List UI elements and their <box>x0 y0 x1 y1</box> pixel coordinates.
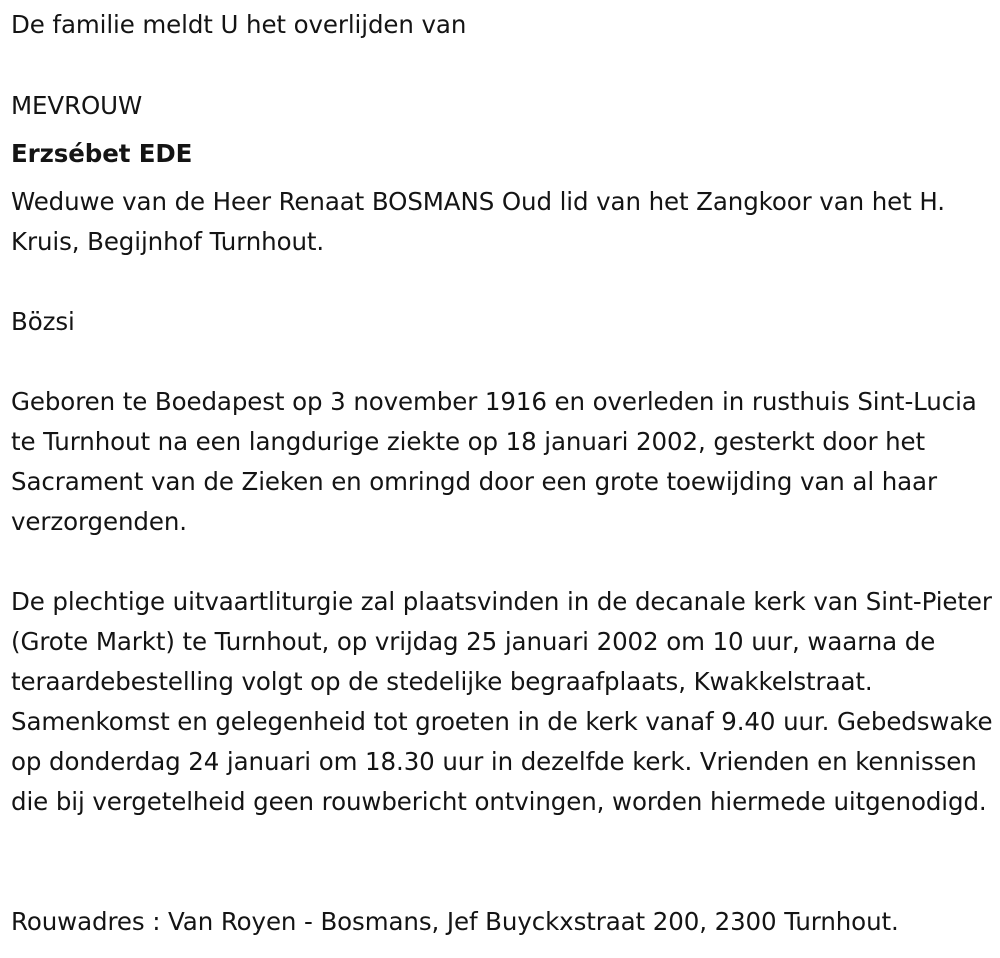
honorific-title: MEVROUW <box>11 91 143 120</box>
widow-paragraph: Weduwe van de Heer Renaat BOSMANS Oud lid van het Zangkoor van het H. Kruis, Begijnhof Turnhout. <box>11 187 945 256</box>
intro-text: De familie meldt U het overlijden van <box>11 10 467 39</box>
funeral-service-paragraph: De plechtige uitvaartliturgie zal plaatsvinden in de decanale kerk van Sint-Pieter (Grote Markt) te Turnhout, op vrijdag 25 januari 2002 om 10 uur, waarna de teraardebestelling volgt op de stedelijke begraafplaats, Kwakkelstraat. Samenkomst en gelegenheid tot groeten in de kerk vanaf 9.40 uur. Gebedswake op donderdag 24 januari om 18.30 uur in dezelfde kerk. Vrienden en kennissen die bij vergetelheid geen rouwbericht ontvingen, worden hiermede uitgenodigd. <box>11 587 993 816</box>
mourning-address: Rouwadres : Van Royen - Bosmans, Jef Buyckxstraat 200, 2300 Turnhout. <box>11 907 899 936</box>
birth-death-paragraph: Geboren te Boedapest op 3 november 1916 en overleden in rusthuis Sint-Lucia te Turnhout na een langdurige ziekte op 18 januari 2002, gesterkt door het Sacrament van de Zieken en omringd door een grote toewijding van al haar verzorgenden. <box>11 387 977 536</box>
nickname: Bözsi <box>11 307 75 336</box>
deceased-name: Erzsébet EDE <box>11 139 193 168</box>
